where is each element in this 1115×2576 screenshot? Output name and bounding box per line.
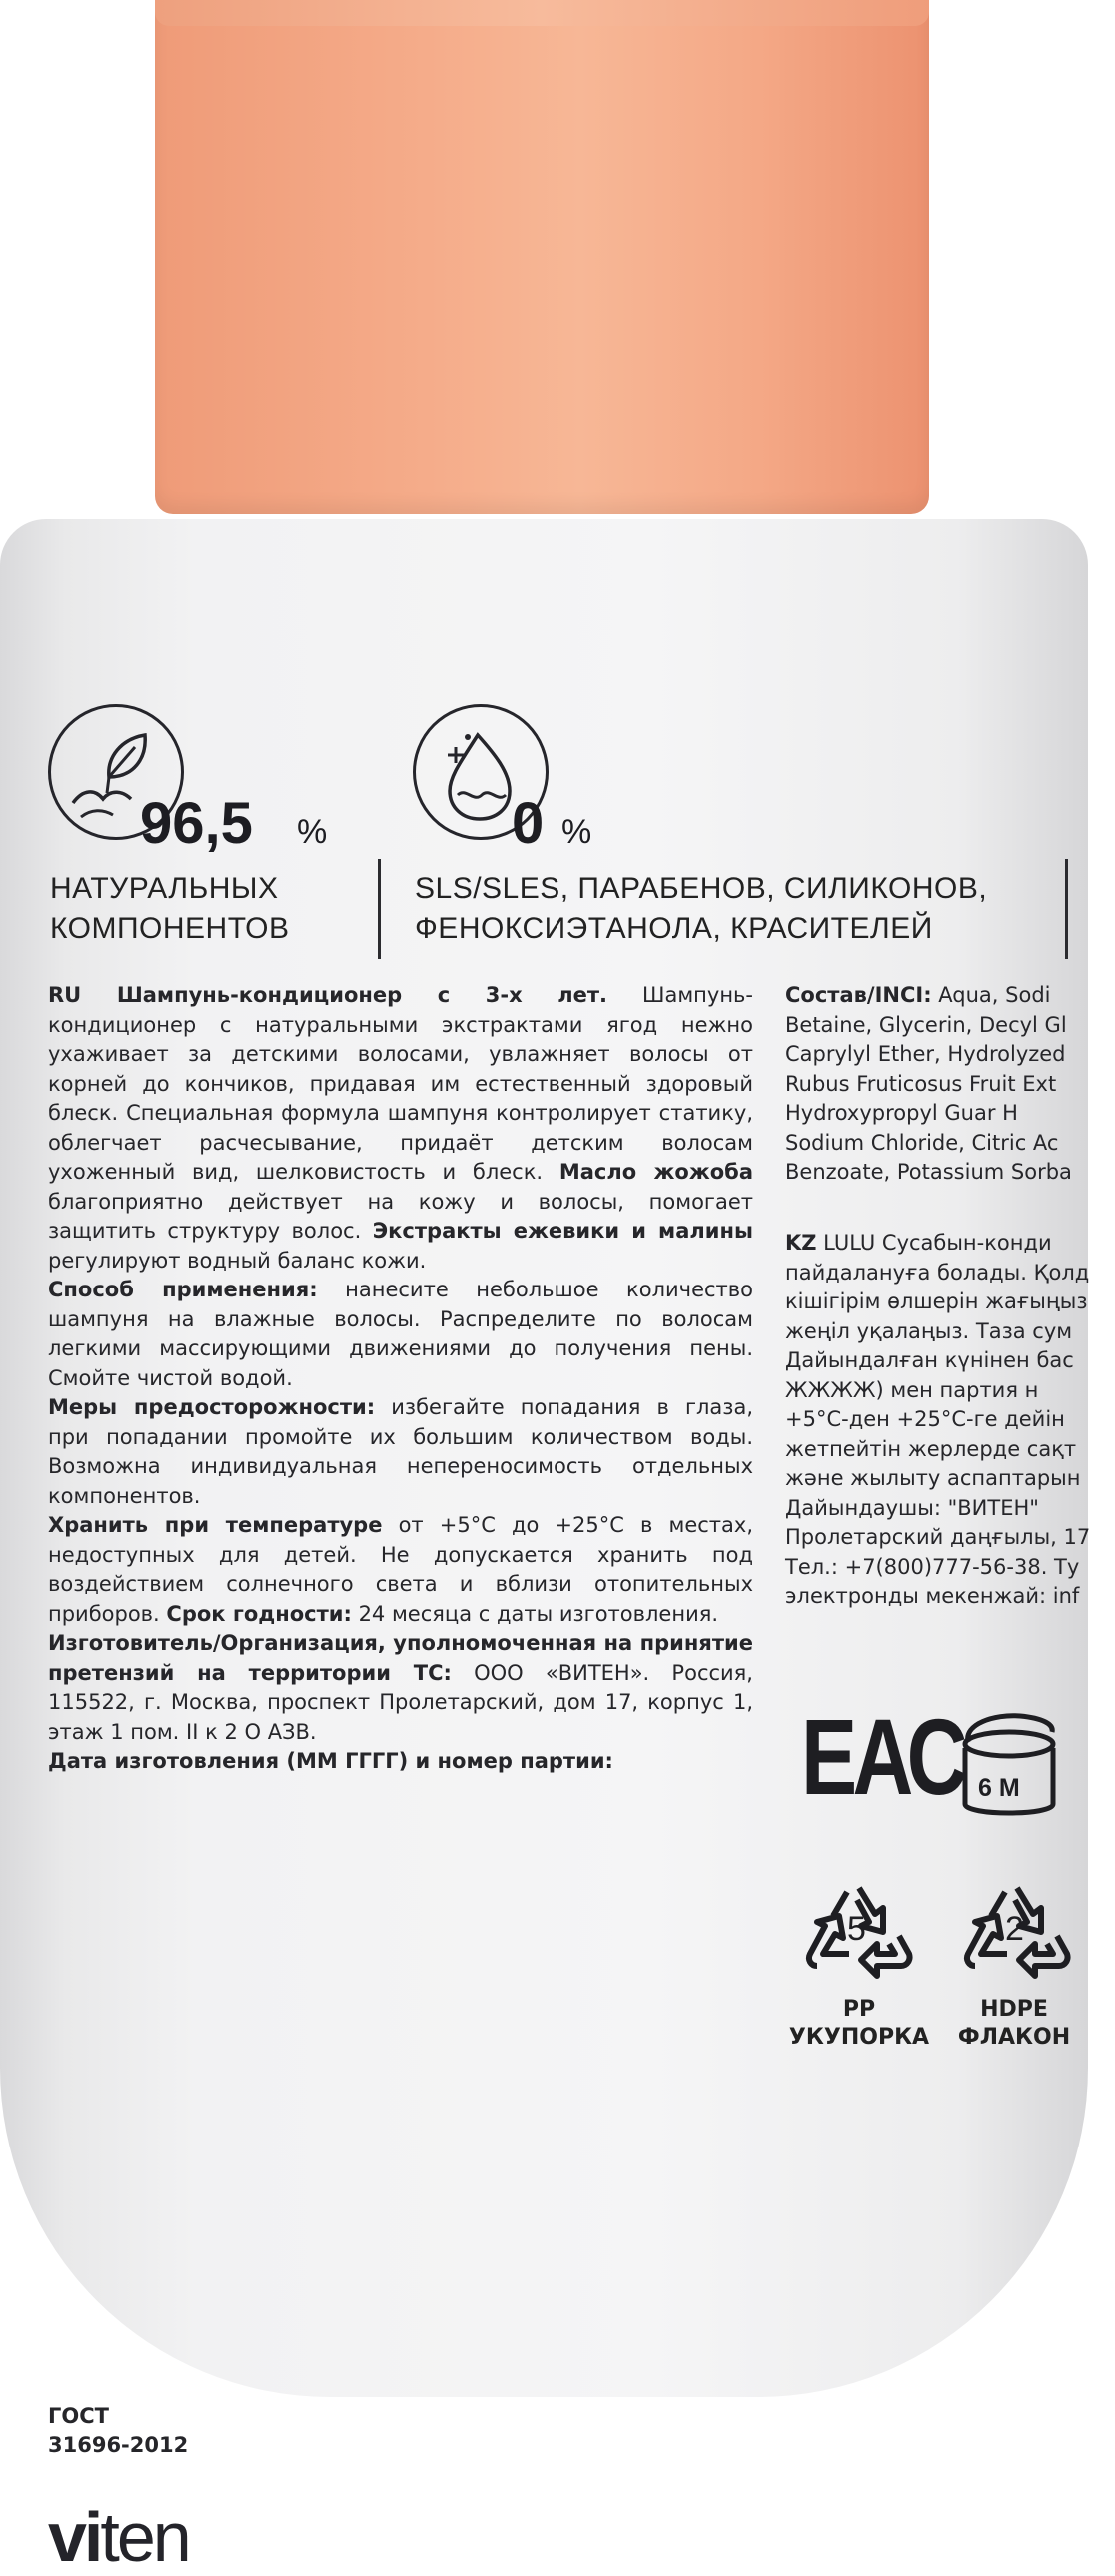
ru-description: RU Шампунь-кондиционер с 3-х лет. Шампунь-кондиционер с натуральными экстрактами ягод нежно ухаживает за детскими волосами, увлажняет волосы от корней до кончиков, придавая им естественный здоровый блеск. Специальная формула шампуня контролирует статику, облегчает расчесывание, придаёт детским волосам ухоженный вид, шелковистость и блеск. Масло жожоба благоприятно действует на кожу и волосы, помогает защитить структуру волос. Экстракты ежевики и малины регулируют водный баланс кожи. Способ применения: нанесите небольшое количество шампуня на влажные волосы. Распределите по волосам легкими массирующими движениями до получения пены. Смойте чистой водой. Меры предосторожности: избегайте попадания в глаза, при попадании промойте их большим количеством воды. Возможна индивидуальная непереносимость отдельных компонентов. Хранить при температуре от +5°C до +25°C в местах, недоступных для детей. Не допускается хранить под воздействием солнечного света и вблизи отопительных приборов. Срок годности: 24 месяца с даты изготовления. Изготовитель/Организация, уполномоченная на принятие претензий на территории ТС: ООО «ВИТЕН». Россия, 115522, г. Москва, проспект Пролетарский, дом 17, корпус 1, этаж 1 пом. II к 2 О АЗВ. Дата изготовления (ММ ГГГГ) и номер партии:: [48, 981, 753, 1777]
jar-label: 6 M: [978, 1774, 1020, 1802]
ru-manufacturer: Изготовитель/Организация, уполномоченная на принятие претензий на территории ТС: ООО «ВИТЕН». Россия, 115522, г. Москва, проспект Пролетарский, дом 17, корпус 1, этаж 1 пом. II к 2 О АЗВ.: [48, 1631, 753, 1744]
divider-right: [1065, 859, 1068, 959]
eac-mark: ЕАС: [801, 1696, 963, 1817]
recycle-label-pp: PP УКУПОРКА: [788, 1997, 930, 2050]
cap-rim: [155, 0, 929, 26]
badge-zero-unit: %: [561, 813, 592, 851]
ru-storage: Хранить при температуре от +5°C до +25°C в местах, недоступных для детей. Не допускается хранить под воздействием солнечного света и вблизи отопительных приборов. Срок годности: 24 месяца с даты изготовления.: [48, 1513, 753, 1626]
recycle-label-hdpe: HDPE ФЛАКОН: [957, 1997, 1071, 2050]
inci-list: Состав/INCI: Aqua, Sodi Betaine, Glycerin, Decyl Gl Caprylyl Ether, Hydrolyzed Rubus Fruticosus Fruit Ext Hydroxypropyl Guar H Sodium Chloride, Citric Ac Benzoate, Potassium Sorba: [785, 983, 1072, 1184]
badge-zero-value: 0: [512, 791, 545, 856]
badge-natural-line1: НАТУРАЛЬНЫХ: [50, 872, 279, 905]
period-after-opening-icon: [954, 1708, 1064, 1823]
bottle-cap: [155, 0, 929, 514]
badge-zero-line2: ФЕНОКСИЭТАНОЛА, КРАСИТЕЛЕЙ: [415, 912, 933, 945]
badge-natural-unit: %: [297, 813, 328, 851]
divider: [378, 859, 381, 959]
ru-caution: Меры предосторожности: избегайте попадания в глаза, при попадании промойте их большим количеством воды. Возможна индивидуальная непереносимость отдельных компонентов.: [48, 1395, 754, 1508]
badge-natural-value: 96,5: [140, 791, 253, 856]
recycle-icon: [957, 1878, 1077, 1998]
ru-batch-date: Дата изготовления (ММ ГГГГ) и номер партии:: [48, 1749, 613, 1773]
ru-usage: Способ применения: нанесите небольшое количество шампуня на влажные волосы. Распределите по волосам легкими массирующими движениями до получения пены. Смойте чистой водой.: [48, 1278, 753, 1390]
recycle-number: 5: [847, 1910, 866, 1948]
brand-logo: viten: [48, 2498, 189, 2576]
recycle-icon: [799, 1878, 919, 1998]
badge-zero-line1: SLS/SLES, ПАРАБЕНОВ, СИЛИКОНОВ,: [415, 872, 988, 905]
gost-code: ГОСТ 31696-2012: [48, 2404, 189, 2457]
badge-natural-line2: КОМПОНЕНТОВ: [50, 912, 290, 945]
ru-lead: RU Шампунь-кондиционер с 3-х лет.: [48, 983, 608, 1007]
recycle-number: 2: [1005, 1910, 1024, 1948]
bottle-body: [0, 519, 1091, 2576]
kz-description: KZ LULU Сусабын-конди пайдалануға болады. Қолд кішігірім өлшерін жағыңыз жеңіл уқалаңыз. Таза сум Дайындалған күнінен бас ЖЖЖЖ) мен партия н +5°C-ден +25°C-ге дейін жетпейтін жерлерде сақт және жылыту аспаптарын Дайындаушы: "ВИТЕН" Пролетарский даңғылы, 17 Тел.: +7(800)777-56-38. Ту электронды мекенжай: inf: [785, 1231, 1091, 1608]
